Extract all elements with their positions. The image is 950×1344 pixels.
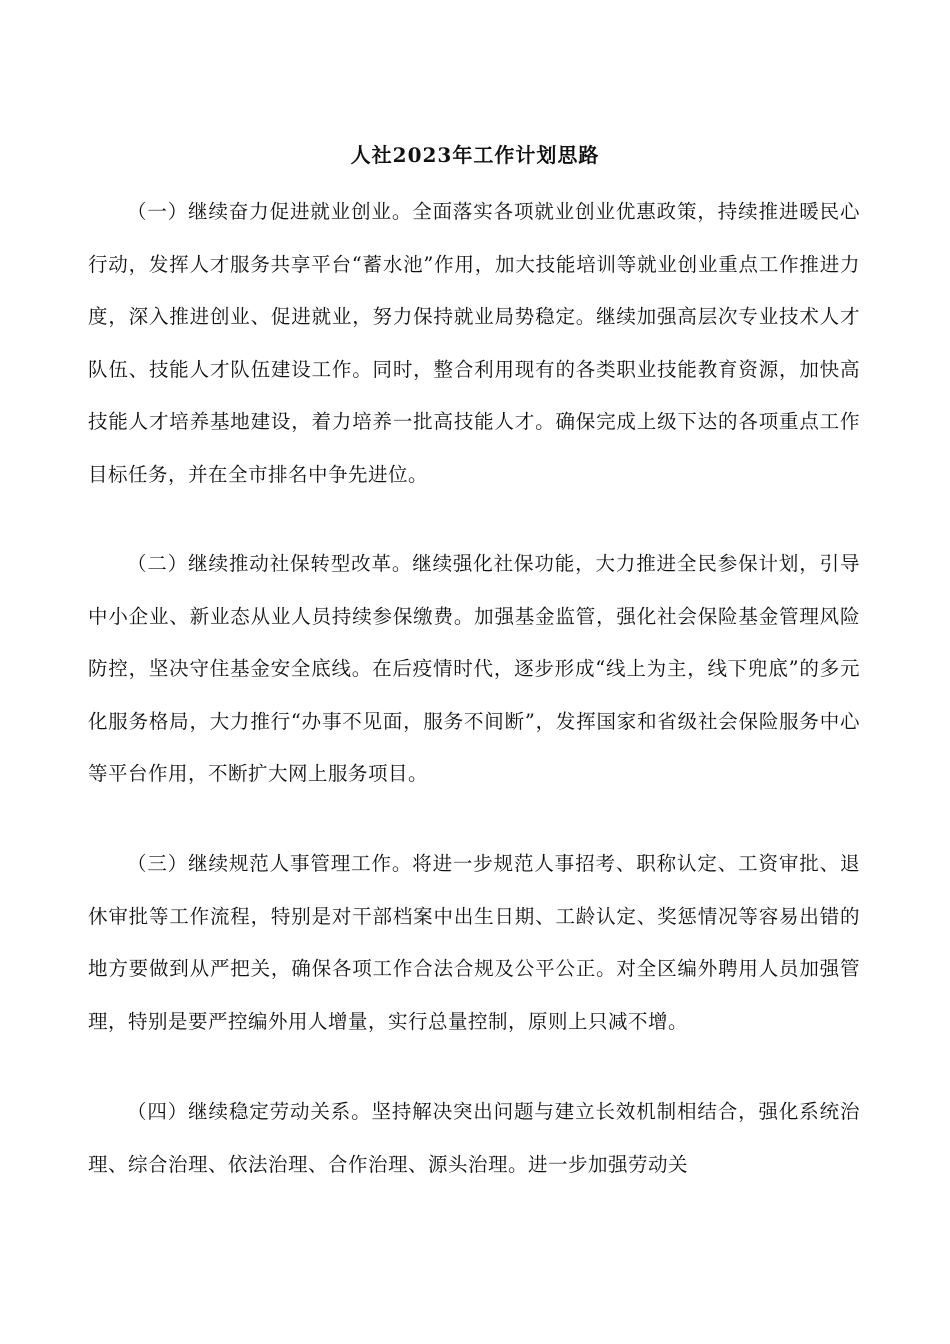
paragraph-employment: （一）继续奋力促进就业创业。全面落实各项就业创业优惠政策，持续推进暖民心行动，发挥人才服务共享平台“蓄水池”作用，加大技能培训等就业创业重点工作推进力度，深入推进创业、促进就业，努力保持就业局势稳定。继续加强高层次专业技术人才队伍、技能人才队伍建设工作。同时，整合利用现有的各类职业技能教育资源，加快高技能人才培养基地建设，着力培养一批高技能人才。确保完成上级下达的各项重点工作目标任务，并在全市排名中争先进位。 — [88, 200, 860, 486]
paragraph-social-security: （二）继续推动社保转型改革。继续强化社保功能，大力推进全民参保计划，引导中小企业、新业态从业人员持续参保缴费。加强基金监管，强化社会保险基金管理风险防控，坚决守住基金安全底线。在后疫情时代，逐步形成“线上为主，线下兜底”的多元化服务格局，大力推行“办事不见面，服务不间断”，发挥国家和省级社会保险服务中心等平台作用，不断扩大网上服务项目。 — [88, 552, 860, 785]
document-title: 人社2023年工作计划思路 — [350, 143, 600, 167]
paragraph-personnel-management: （三）继续规范人事管理工作。将进一步规范人事招考、职称认定、工资审批、退休审批等工作流程，特别是对干部档案中出生日期、工龄认定、奖惩情况等容易出错的地方要做到从严把关，确保各项工作合法合规及公平公正。对全区编外聘用人员加强管理，特别是要严控编外用人增量，实行总量控制，原则上只减不增。 — [88, 852, 860, 1033]
paragraph-labor-relations: （四）继续稳定劳动关系。坚持解决突出问题与建立长效机制相结合，强化系统治理、综合治理、依法治理、合作治理、源头治理。进一步加强劳动关 — [88, 1100, 860, 1176]
